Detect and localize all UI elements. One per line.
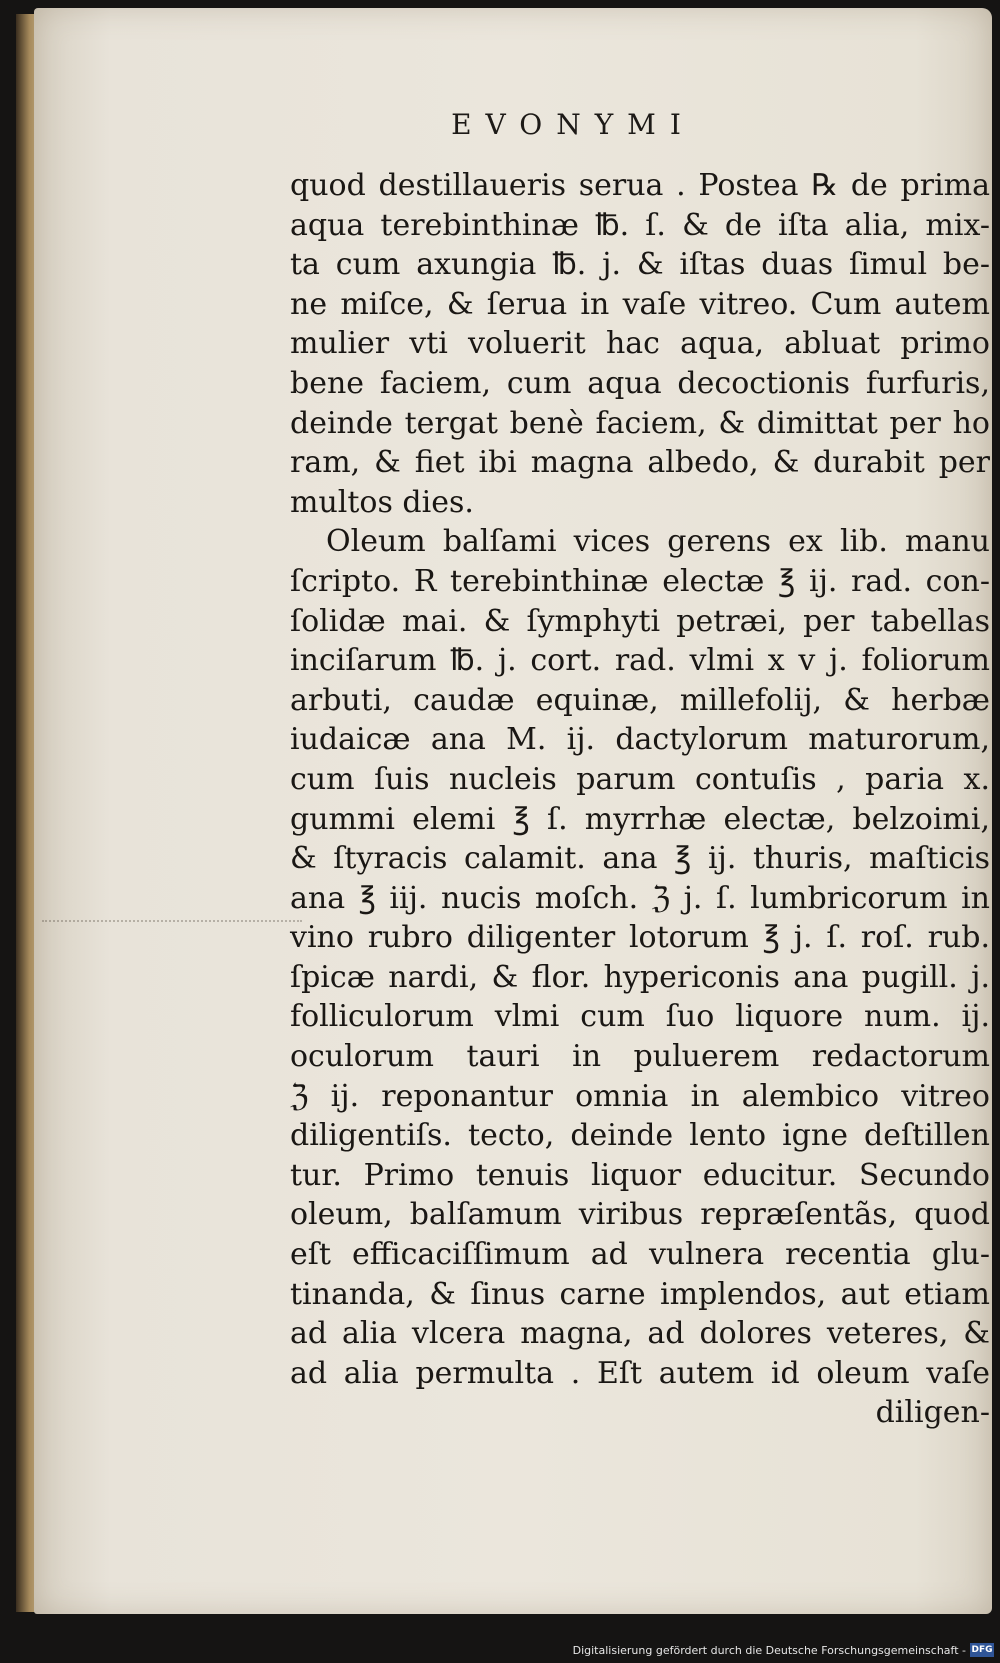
text-line: iudaicæ ana M. ij. dactylorum maturorum, xyxy=(290,722,990,758)
text-line: & ſtyracis calamit. ana ℥ ij. thuris, maſticis xyxy=(290,841,990,877)
text-line: vino rubro diligenter lotorum ℥ j. ſ. roſ. rub. xyxy=(290,920,990,956)
text-line: gummi elemi ℥ ſ. myrrhæ electæ, belzoimi, xyxy=(290,801,990,837)
text-line: ad alia vlcera magna, ad dolores veteres, & xyxy=(290,1316,990,1352)
dfg-logo: DFG xyxy=(971,1645,993,1655)
text-line: bene faciem, cum aqua decoctionis furfuris, xyxy=(290,365,990,401)
text-line: folliculorum vlmi cum ſuo liquore num. ij. xyxy=(290,999,990,1035)
text-line: aqua terebinthinæ ℔. ſ. & de iſta alia, mix- xyxy=(290,207,990,243)
footer-bar xyxy=(0,1638,1000,1663)
text-line: ne miſce, & ſerua in vaſe vitreo. Cum autem xyxy=(290,286,990,322)
text-line: mulier vti voluerit hac aqua, abluat primo xyxy=(290,326,990,362)
book-page xyxy=(34,8,992,1614)
text-line: oculorum tauri in puluerem redactorum xyxy=(290,1039,990,1075)
text-line: inciſarum ℔. j. cort. rad. vlmi x v j. foliorum xyxy=(290,643,990,679)
text-line: ſpicæ nardi, & flor. hypericonis ana pugill. j. xyxy=(290,959,990,995)
text-line: ana ℥ iij. nucis moſch. ℨ j. ſ. lumbricorum in xyxy=(290,880,990,916)
paragraph-start: Oleum balſami vices gerens ex lib. manu xyxy=(326,524,990,560)
text-line: tur. Primo tenuis liquor educitur. Secundo xyxy=(290,1157,990,1193)
text-line: arbuti, caudæ equinæ, millefolij, & herbæ xyxy=(290,682,990,718)
text-line: ſcripto. R terebinthinæ electæ ℥ ij. rad. con- xyxy=(290,563,990,599)
text-line: multos dies. xyxy=(290,484,474,520)
text-line: cum ſuis nucleis parum contuſis , paria x. xyxy=(290,761,990,797)
catchword: diligen- xyxy=(875,1395,990,1431)
digitization-credit: Digitalisierung gefördert durch die Deutsche Forschungsgemeinschaft - xyxy=(572,1644,966,1657)
text-line: ad alia permulta . Eſt autem id oleum vaſe xyxy=(290,1355,990,1391)
text-line: oleum, balſamum viribus repræſentãs, quod xyxy=(290,1197,990,1233)
running-head: EVONYMI xyxy=(451,108,695,141)
text-line: ℨ ij. reponantur omnia in alembico vitreo xyxy=(290,1078,990,1114)
text-line: ram, & fiet ibi magna albedo, & durabit per xyxy=(290,445,990,481)
text-line: tinanda, & ſinus carne implendos, aut etiam xyxy=(290,1276,990,1312)
text-line: diligentiſs. tecto, deinde lento igne deſtillen xyxy=(290,1118,990,1154)
margin-dots xyxy=(42,920,302,924)
text-line: deinde tergat benè faciem, & dimittat per ho xyxy=(290,405,990,441)
body-text xyxy=(290,166,990,1433)
text-line: eſt efficaciſſimum ad vulnera recentia glu- xyxy=(290,1237,990,1273)
text-line: ta cum axungia ℔. j. & iſtas duas ſimul be- xyxy=(290,247,990,283)
text-line: quod destillaueris serua . Postea ℞ de prima xyxy=(290,168,990,203)
text-line: ſolidæ mai. & ſymphyti petræi, per tabellas xyxy=(290,603,990,639)
